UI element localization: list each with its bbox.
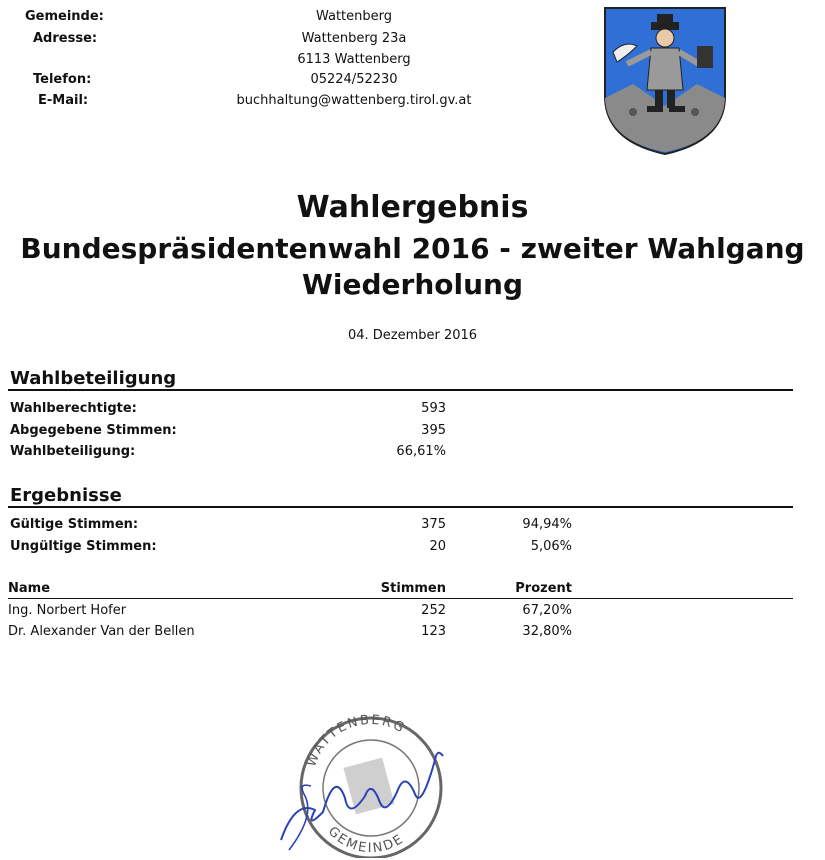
row-value: 66,61% — [396, 444, 446, 459]
svg-text:WATTENBERG — [304, 713, 408, 769]
row-label: Ungültige Stimmen: — [10, 539, 157, 554]
gemeinde-value: Wattenberg — [315, 9, 393, 24]
row-value: 375 — [421, 517, 446, 532]
section-heading-wahlbeteiligung: Wahlbeteiligung — [10, 368, 177, 389]
candidate-percent: 32,80% — [522, 624, 572, 639]
section-divider — [8, 389, 793, 391]
row-value: 593 — [421, 401, 446, 416]
adresse-line2: 6113 Wattenberg — [297, 52, 411, 67]
adresse-label: Adresse: — [33, 31, 98, 46]
title-line1: Wahlergebnis — [296, 190, 529, 225]
row-value: 20 — [429, 539, 446, 554]
coat-of-arms-icon — [603, 6, 727, 156]
stamp-text-top: WATTENBERG — [304, 712, 408, 769]
row-percent: 94,94% — [522, 517, 572, 532]
candidate-percent: 67,20% — [522, 603, 572, 618]
table-header-stimmen: Stimmen — [380, 581, 446, 596]
table-header-name: Name — [8, 581, 51, 596]
gemeinde-label: Gemeinde: — [25, 9, 104, 24]
table-header-divider — [8, 598, 793, 599]
election-date: 04. Dezember 2016 — [347, 328, 478, 343]
candidate-votes: 123 — [421, 624, 446, 639]
telefon-value: 05224/52230 — [310, 72, 398, 87]
title-line3: Wiederholung — [302, 268, 523, 301]
email-label: E-Mail: — [38, 93, 89, 108]
adresse-line1: Wattenberg 23a — [301, 31, 407, 46]
table-header-prozent: Prozent — [515, 581, 572, 596]
section-divider — [8, 506, 793, 508]
title-line2: Bundespräsidentenwahl 2016 - zweiter Wahlgang — [20, 232, 805, 265]
section-heading-ergebnisse: Ergebnisse — [10, 485, 122, 506]
official-stamp-icon — [275, 700, 465, 858]
row-label: Wahlberechtigte: — [10, 401, 137, 416]
row-label: Abgegebene Stimmen: — [10, 423, 177, 438]
row-value: 395 — [421, 423, 446, 438]
row-percent: 5,06% — [530, 539, 572, 554]
candidate-votes: 252 — [421, 603, 446, 618]
telefon-label: Telefon: — [33, 72, 92, 87]
candidate-name: Ing. Norbert Hofer — [8, 603, 127, 618]
row-label: Gültige Stimmen: — [10, 517, 139, 532]
stamp-text-bottom: GEMEINDE — [324, 824, 408, 857]
email-value: buchhaltung@wattenberg.tirol.gv.at — [236, 93, 472, 108]
candidate-name: Dr. Alexander Van der Bellen — [8, 624, 195, 639]
row-label: Wahlbeteiligung: — [10, 444, 136, 459]
